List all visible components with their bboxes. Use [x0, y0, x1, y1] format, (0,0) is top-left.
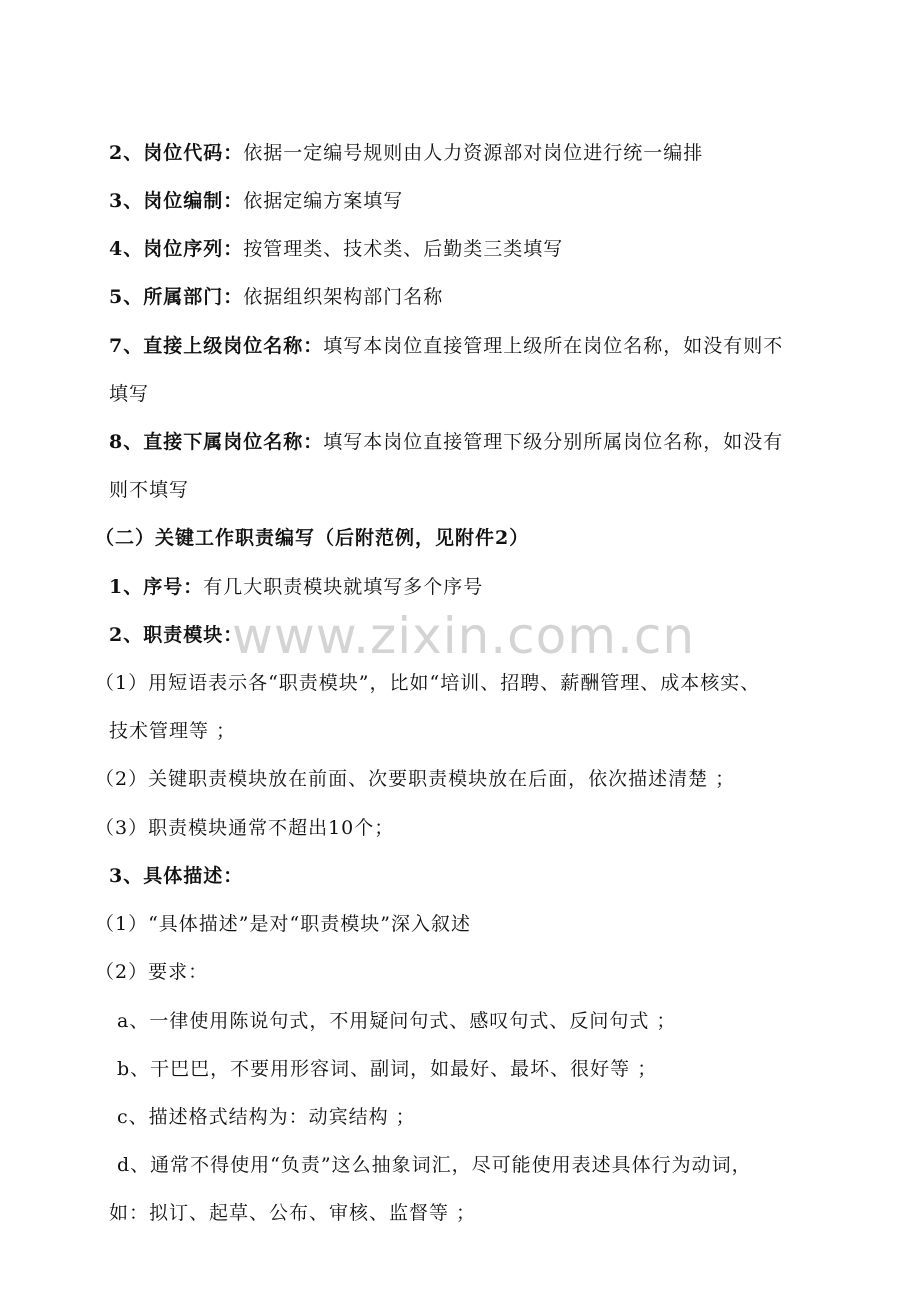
item-description-label: 3、具体描述： — [109, 865, 244, 887]
item-label: 3、岗位编制： — [109, 190, 244, 212]
item-direct-subordinate — [109, 430, 783, 454]
item-label: 1、序号： — [109, 576, 204, 598]
item-direct-superior-cont: 填写 — [109, 383, 150, 405]
requirement-d: d、通常不得使用“负责”这么抽象词汇，尽可能使用表述具体行为动词， — [117, 1154, 752, 1176]
item-text: 按管理类、技术类、后勤类三类填写 — [243, 238, 564, 260]
item-label: 5、所属部门： — [109, 286, 244, 308]
item-label: 4、岗位序列： — [109, 238, 244, 260]
item-sequence-number — [109, 575, 483, 599]
item-text: 依据定编方案填写 — [243, 190, 404, 212]
description-p2: （2）要求： — [95, 961, 209, 983]
item-direct-subordinate-cont: 则不填写 — [109, 479, 190, 501]
item-position-sequence — [109, 237, 563, 261]
item-text: 填写本岗位直接管理下级分别所属岗位名称，如没有 — [323, 431, 784, 453]
section-heading: （二）关键工作职责编写（后附范例，见附件2） — [95, 527, 530, 549]
item-label: 8、直接下属岗位名称： — [109, 431, 324, 453]
item-text: 依据组织架构部门名称 — [243, 286, 444, 308]
item-position-staffing — [109, 189, 403, 213]
item-text: 填写本岗位直接管理上级所在岗位名称，如没有则不 — [323, 335, 784, 357]
duty-module-p2: （2）关键职责模块放在前面、次要职责模块放在后面，依次描述清楚 ； — [95, 768, 736, 790]
item-text: 依据一定编号规则由人力资源部对岗位进行统一编排 — [243, 142, 704, 164]
duty-module-p1: （1）用短语表示各“职责模块”，比如“培训、招聘、薪酬管理、成本核实、 — [95, 672, 761, 694]
item-duty-module-label: 2、职责模块： — [109, 624, 244, 646]
item-label: 2、岗位代码： — [109, 142, 244, 164]
requirement-b: b、干巴巴，不要用形容词、副词，如最好、最坏、很好等 ； — [117, 1058, 658, 1080]
item-label: 7、直接上级岗位名称： — [109, 335, 324, 357]
watermark: www.zixin.com.cn — [232, 607, 696, 665]
requirement-c: c、描述格式结构为：动宾结构 ； — [117, 1106, 416, 1128]
requirement-d-cont: 如：拟订、起草、公布、审核、监督等 ； — [109, 1202, 477, 1224]
item-direct-superior — [109, 334, 783, 358]
item-text: 有几大职责模块就填写多个序号 — [203, 576, 484, 598]
requirement-a: a、一律使用陈说句式，不用疑问句式、感叹句式、反问句式 ； — [117, 1010, 677, 1032]
description-p1: （1）“具体描述”是对“职责模块”深入叙述 — [95, 913, 471, 935]
item-department — [109, 285, 443, 309]
duty-module-p3: （3）职责模块通常不超出10个； — [95, 817, 395, 839]
item-position-code — [109, 141, 703, 165]
duty-module-p1-cont: 技术管理等 ； — [109, 720, 237, 742]
